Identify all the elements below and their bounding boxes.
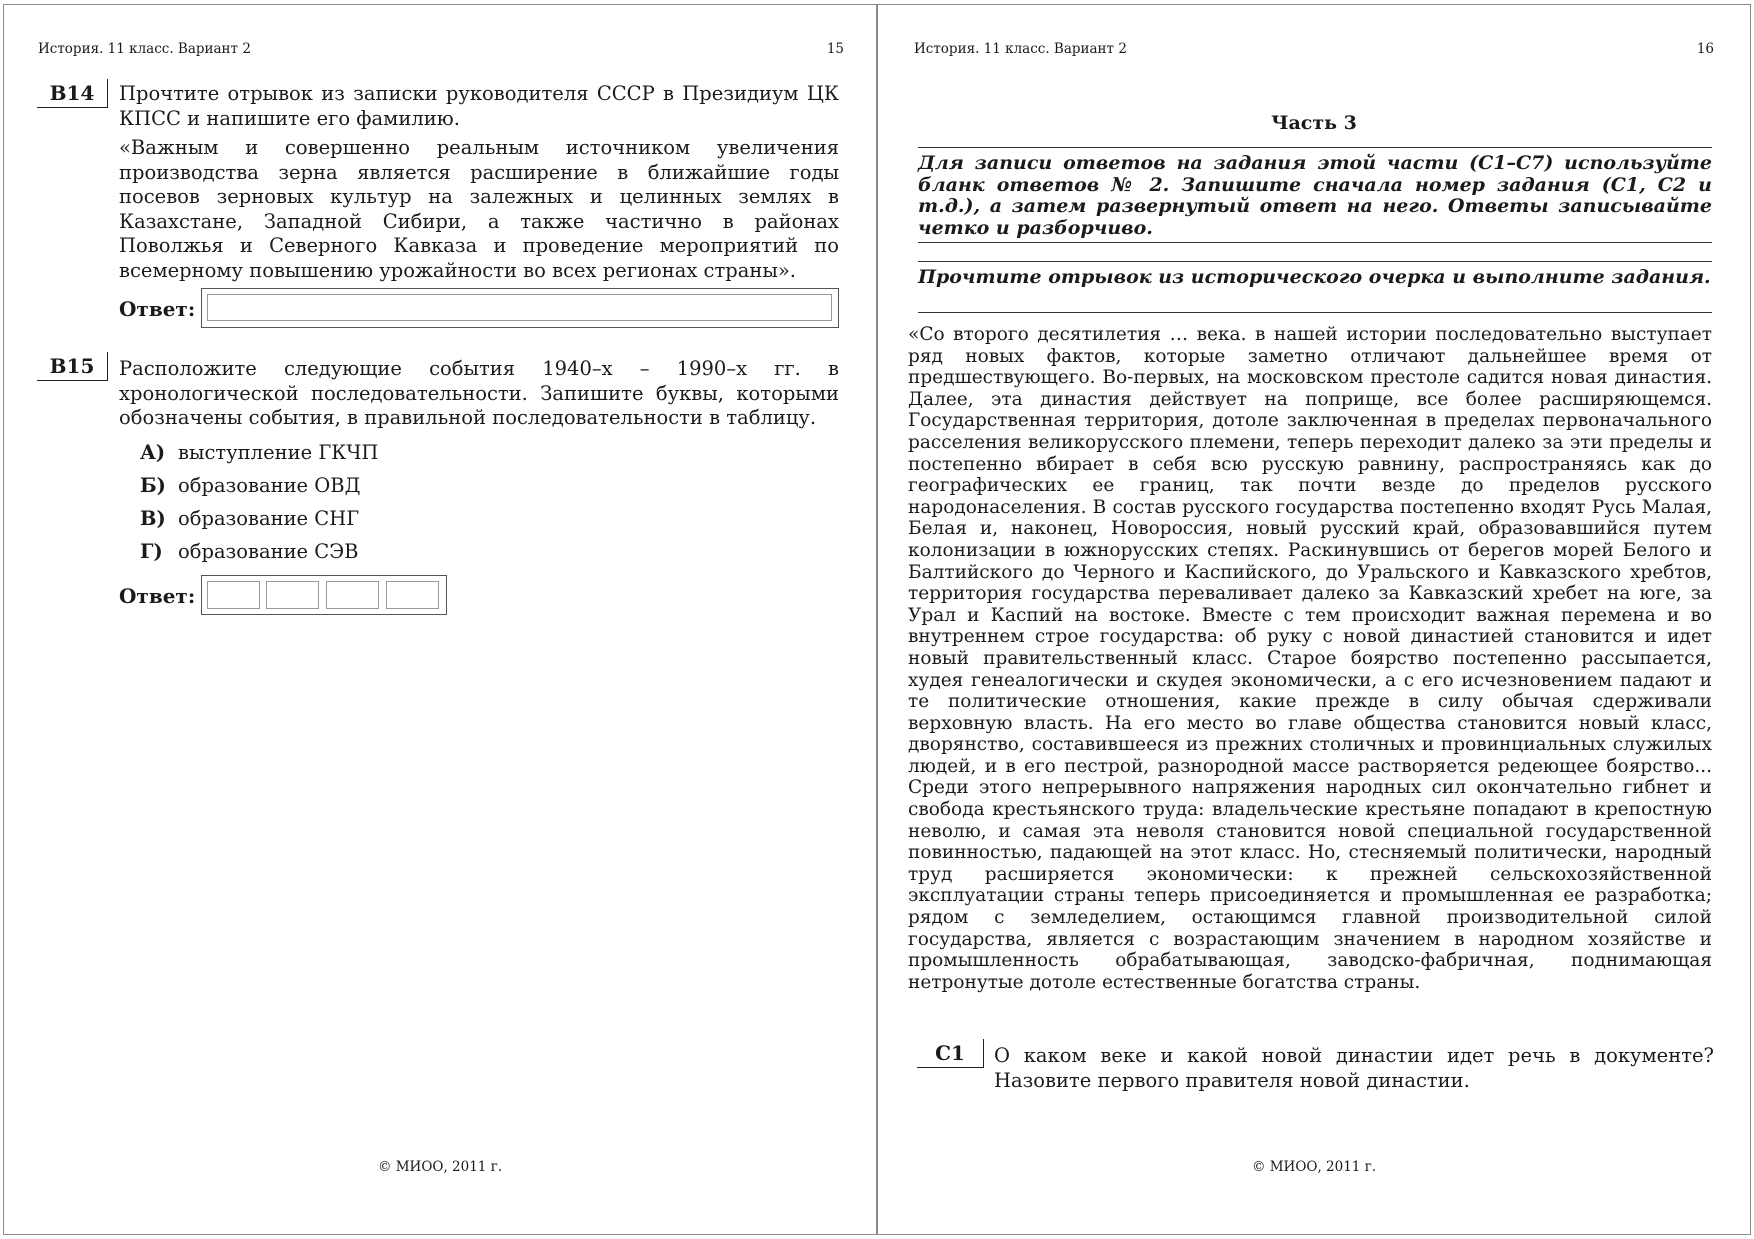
- b15-answer-label: Ответ:: [119, 584, 196, 608]
- b15-option-letter: Б): [140, 474, 166, 497]
- divider-rule: [918, 242, 1712, 243]
- b15-option-text: образование ОВД: [178, 474, 361, 497]
- b14-answer-label: Ответ:: [119, 297, 196, 321]
- divider-rule: [918, 147, 1712, 148]
- b15-answer-cell[interactable]: [266, 581, 319, 609]
- page-footer: © МИОО, 2011 г.: [377, 1159, 503, 1175]
- b15-question: Расположите следующие события 1940–х – 1990–х гг. в хронологической последовательности. Запишите буквы, которыми обозначены события, в правильной последовательности в таблицу.: [119, 357, 839, 429]
- task-label-b14: B14: [37, 79, 108, 108]
- b14-answer-inner: [207, 294, 832, 321]
- b15-option-text: образование СНГ: [178, 507, 360, 530]
- task-label-c1: С1: [917, 1039, 984, 1068]
- page-number: 16: [1696, 41, 1714, 57]
- b15-option: [140, 473, 360, 499]
- task-label-b15: B15: [37, 352, 108, 381]
- b15-option-letter: В): [140, 507, 166, 530]
- b14-answer-field[interactable]: [201, 288, 839, 328]
- right-page: [877, 4, 1751, 1235]
- page-number: 15: [826, 41, 844, 57]
- b15-answer-grid: [201, 575, 447, 615]
- divider-rule: [918, 312, 1712, 313]
- b15-answer-cell[interactable]: [326, 581, 379, 609]
- divider-rule: [918, 261, 1712, 262]
- b15-answer-cell[interactable]: [207, 581, 260, 609]
- page-header-title: История. 11 класс. Вариант 2: [914, 41, 1127, 57]
- b15-option-text: выступление ГКЧП: [178, 441, 379, 464]
- historical-excerpt: «Со второго десятилетия … века. в нашей истории последовательно выступает ряд новых фактов, которые заметно отличают дальнейшее время от предшествующего. Во-первых, на московском престоле садится новая династия. Далее, эта династия действует на поприще, все более расширяющемся. Государственная территория, дотоле заключенная в пределах первоначального расселения великорусского племени, теперь переходит далеко за эти пределы и постепенно вбирает в себя всю русскую равнину, распространяясь как до географических ее границ, так почти везде до пределов русского народонаселения. В состав русского государства постепенно входят Русь Малая, Белая и, наконец, Новороссия, новый русский край, образовавшийся путем колонизации в южнорусских степях. Раскинувшись от берегов морей Белого и Балтийского до Черного и Каспийского, до Уральского и Кавказского хребтов, территория государства переваливает далеко за Кавказский хребет на юге, за Урал и Каспий на востоке. Вместе с тем происходит важная перемена и во внутреннем строе государства: об руку с новой династией становится и идет новый правительственный класс. Старое боярство постепенно рассыпается, худея генеалогически и скудея экономически, а с его исчезновением падают и те политические отношения, какие прежде в силу обычая сдерживали верховную власть. На его место во главе общества становится новый класс, дворянство, составившееся из прежних столичных и провинциальных служилых людей, и в его пестрой, разнородной массе растворяется редеющее боярство... Среди этого непрерывного напряжения народных сил окончательно гибнет и свобода крестьянского труда: владельческие крестьяне попадают в крепостную неволю, и самая эта неволя становится новой специальной государственной повинностью, падающей на этот класс. Но, стесняемый политически, народный труд расширяется экономически: к прежней сельскохозяйственной эксплуатации страны теперь присоединяется и промышленная ее разработка; рядом с земледелием, остающимся главной производительной силой государства, является с возрастающим значением в народном хозяйстве и промышленность обрабатывающая, заводско-фабричная, поднимающая нетронутые дотоле естественные богатства страны.: [908, 324, 1712, 993]
- c1-question: О каком веке и какой новой династии идет речь в документе? Назовите первого правителя новой династии.: [994, 1044, 1714, 1092]
- b15-option: [140, 506, 359, 532]
- b15-option-letter: А): [140, 441, 166, 464]
- b15-option: [140, 539, 358, 565]
- b15-option-letter: Г): [140, 540, 163, 563]
- page-footer: © МИОО, 2011 г.: [1251, 1159, 1377, 1175]
- part-instruction: Для записи ответов на задания этой части (С1–С7) используйте бланк ответов № 2. Запишите сначала номер задания (С1, С2 и т.д.), а затем развернутый ответ на него. Ответы записывайте четко и разборчиво.: [918, 152, 1712, 239]
- b15-option: [140, 440, 378, 466]
- page-header-title: История. 11 класс. Вариант 2: [38, 41, 251, 57]
- left-page: [3, 4, 877, 1235]
- b14-quote: «Важным и совершенно реальным источником увеличения производства зерна является расширение в ближайшие годы посевов зерновых культур на залежных и целинных землях в Казахстане, Западной Сибири, а также частично в районах Поволжья и Северного Кавказа и проведение мероприятий по всемерному повышению урожайности во всех регионах страны».: [119, 136, 839, 282]
- b15-option-text: образование СЭВ: [178, 540, 359, 563]
- excerpt-instruction: Прочтите отрывок из исторического очерка и выполните задания.: [918, 266, 1711, 288]
- b14-question: Прочтите отрывок из записки руководителя СССР в Президиум ЦК КПСС и напишите его фамилию.: [119, 82, 839, 130]
- part-title: Часть 3: [1271, 112, 1357, 134]
- b15-answer-cell[interactable]: [386, 581, 439, 609]
